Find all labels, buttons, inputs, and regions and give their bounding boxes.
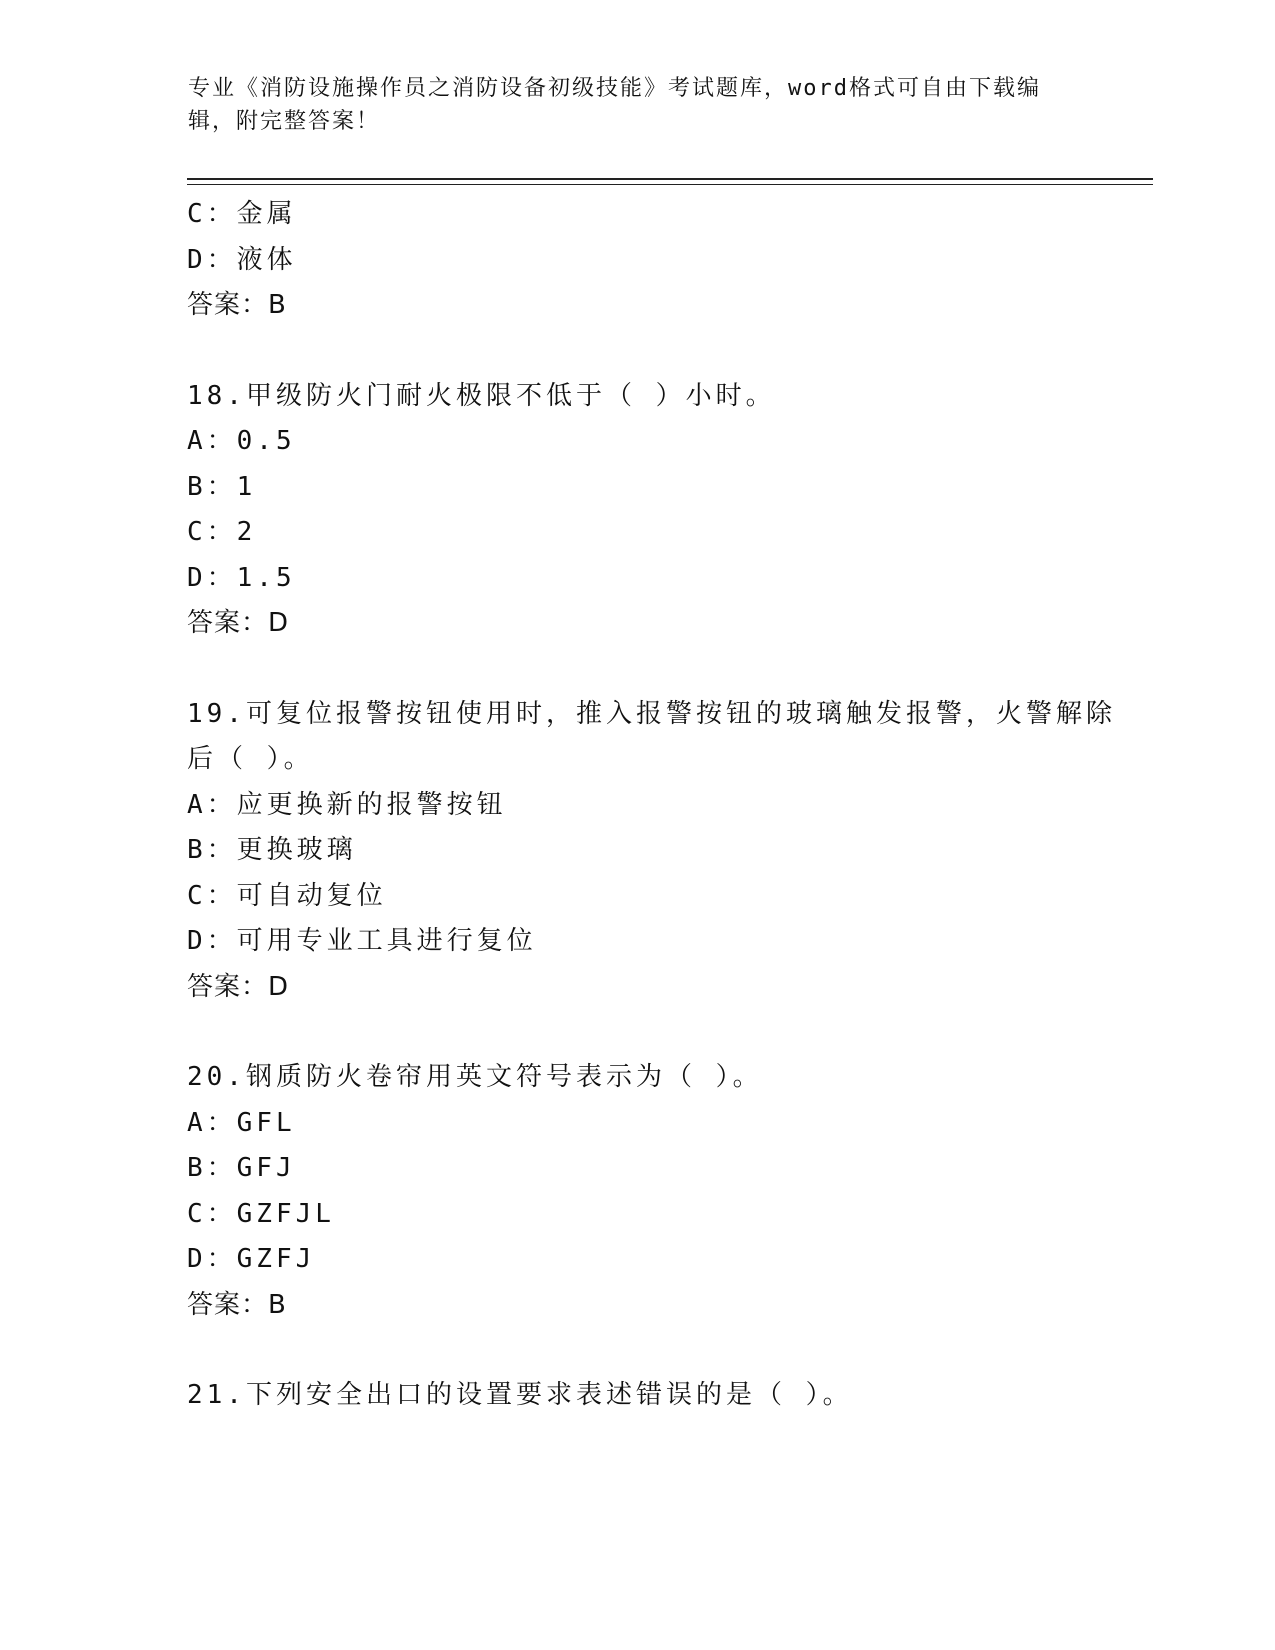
option-c: C：可自动复位 <box>187 880 387 911</box>
option-b: B：1 <box>187 471 257 502</box>
option-d: D：液体 <box>187 244 297 275</box>
question-18 <box>187 374 1117 647</box>
option-b: B：GFJ <box>187 1153 296 1183</box>
option-d: D：可用专业工具进行复位 <box>187 926 537 956</box>
option-c: C：GZFJL <box>187 1198 335 1229</box>
question-text: 21.下列安全出口的设置要求表述错误的是（ ）。 <box>187 1380 853 1410</box>
question-text: 19.可复位报警按钮使用时，推入报警按钮的玻璃触发报警，火警解除后（ ）。 <box>187 698 1116 774</box>
question-list <box>187 192 1117 1419</box>
option-c: C：金属 <box>187 199 297 229</box>
option-b: B：更换玻璃 <box>187 835 357 865</box>
option-c: C：2 <box>187 517 257 547</box>
header-rule-thick <box>187 178 1153 180</box>
previous-question-tail <box>187 192 1117 329</box>
answer-line: 答案：B <box>187 1289 287 1320</box>
question-text: 18.甲级防火门耐火极限不低于（ ）小时。 <box>187 380 776 411</box>
question-20 <box>187 1055 1117 1328</box>
header-rule-thin <box>187 184 1153 185</box>
question-text: 20.钢质防火卷帘用英文符号表示为（ ）。 <box>187 1062 763 1092</box>
answer-line: 答案：D <box>187 608 290 638</box>
question-21 <box>187 1373 1117 1419</box>
answer-line: 答案：D <box>187 971 290 1002</box>
option-d: D：GZFJ <box>187 1244 316 1274</box>
option-a: A：0.5 <box>187 426 296 456</box>
document-header: 专业《消防设施操作员之消防设备初级技能》考试题库，word格式可自由下载编辑，附完整答案！ <box>188 76 1041 134</box>
option-d: D：1.5 <box>187 562 296 593</box>
option-a: A：应更换新的报警按钮 <box>187 789 507 820</box>
answer-line: 答案：B <box>187 290 287 320</box>
question-19 <box>187 692 1117 1011</box>
option-a: A：GFL <box>187 1107 296 1138</box>
